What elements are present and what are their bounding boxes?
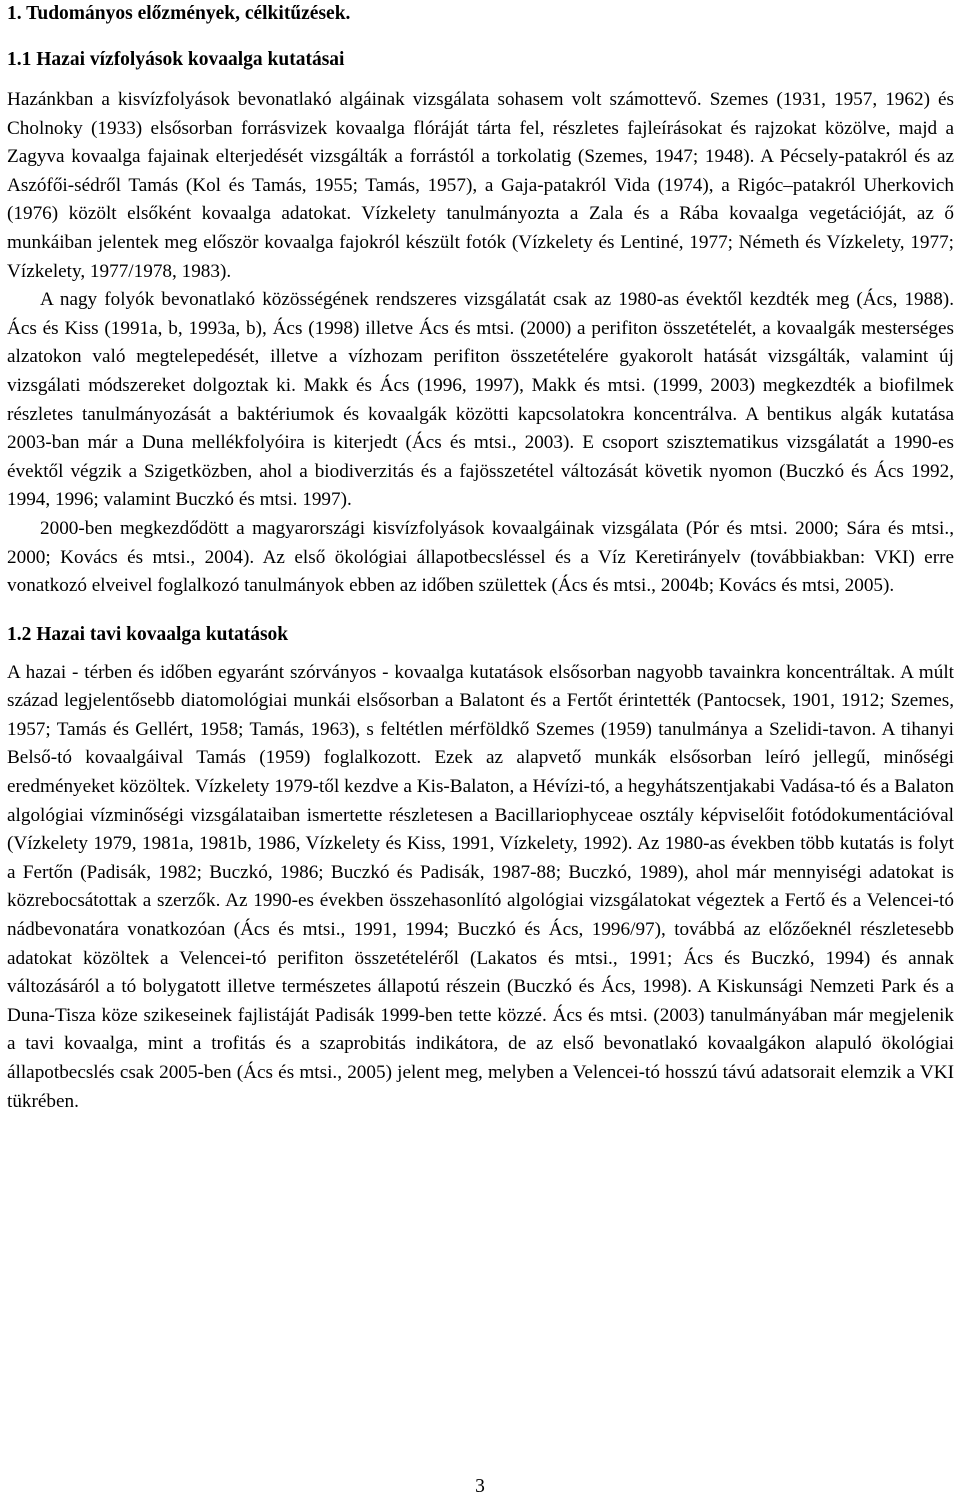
section-heading-1-1: 1.1 Hazai vízfolyások kovaalga kutatásai — [7, 49, 345, 70]
chapter-heading: 1. Tudományos előzmények, célkitűzések. — [7, 3, 351, 24]
paragraph-1-1-b: A nagy folyók bevonatlakó közösségének rendszeres vizsgálatát csak az 1980-as évektől kezdték meg (Ács, 1988). Ács és Kiss (1991a, b, 1993a, b), Ács (1998) illetve Ács és mtsi. (2000) a perifiton összetételét, a kovaalgák mesterséges alzatokon való megtelepedését, illetve a vízhozam perifiton összetételére gyakorolt hatását vizsgálták, valamint új vizsgálati módszereket dolgoztak ki. Makk és Ács (1996, 1997), Makk és mtsi. (1999, 2003) megkezdték a biofilmek részletes tanulmányozását a baktériumok és kovaalgák közötti kapcsolatokra koncentrálva. A bentikus algák kutatása 2003-ban már a Duna mellékfolyóira is kiterjedt (Ács és mtsi., 2003). E csoport szisztematikus vizsgálatát a 1990-es évektől végzik a Szigetközben, ahol a biodiverzitás és a fajösszetétel változását követik nyomon (Buczkó és Ács 1992, 1994, 1996; valamint Buczkó és mtsi. 1997). — [7, 289, 954, 511]
document-page — [7, 0, 954, 1116]
section-heading-1-2: 1.2 Hazai tavi kovaalga kutatások — [7, 623, 289, 645]
paragraph-1-1-a: Hazánkban a kisvízfolyások bevonatlakó algáinak vizsgálata sohasem volt számottevő. Szemes (1931, 1957, 1962) és Cholnoky (1933) elsősorban forrásvizek kovaalga flóráját tárta fel, részletes fajleírásokat és rajzokat közölve, majd a Zagyva kovaalga fajainak elterjedését vizsgálták a forrástól a torkolatig (Szemes, 1947; 1948). A Pécsely-patakról és az Aszófői-sédről Tamás (Kol és Tamás, 1955; Tamás, 1957), a Gaja-patakról Vida (1974), a Rigóc–patakról Uherkovich (1976) közölt elsőként kovaalga adatokat. Vízkelety tanulmányozta a Zala és a Rába kovaalga vegetációját, az ő munkáiban jelentek meg először kovaalga fajokról készült fotók (Vízkelety és Lentiné, 1977; Németh és Vízkelety, 1977; Vízkelety, 1977/1978, 1983). — [7, 89, 954, 282]
paragraph-1-2-a: A hazai - térben és időben egyaránt szórványos - kovaalga kutatások elsősorban nagyobb tavainkra koncentráltak. A múlt század legjelentősebb diatomológiai munkái elsősorban a Balatont és a Fertőt érintették (Pantocsek, 1901, 1912; Szemes, 1957; Tamás és Gellért, 1958; Tamás, 1963), s feltétlen mérföldkő Szemes (1959) tanulmánya a Szelidi-tavon. A tihanyi Belső-tó kovaalgáival Tamás (1959) foglalkozott. Ezek az alapvető munkák elsősorban leíró jellegű, minőségi eredményeket közöltek. Vízkelety 1979-től kezdve a Kis-Balaton, a Hévízi-tó, a hegyhátszentjakabi Vadása-tó és a Balaton algológiai vízminőségi vizsgálataiban ismertette részletesen a Bacillariophyceae osztály képviselőit fotódokumentációval (Vízkelety 1979, 1981a, 1981b, 1986, Vízkelety és Kiss, 1991, Vízkelety, 1992). Az 1980-as években több kutatás is folyt a Fertőn (Padisák, 1982; Buczkó, 1986; Buczkó és Padisák, 1987-88; Buczkó, 1989), ahol már mennyiségi adatokat is közrebocsátottak a szerzők. Az 1990-es években összehasonlító algológiai vizsgálatokat végeztek a Fertő és a Velencei-tó nádbevonatára vonatkozóan (Ács és mtsi., 1991, 1994; Buczkó és Ács, 1996/97), továbbá az előzőeknél részletesebb adatokat közöltek a Velencei-tó perifiton összetételéről (Lakatos és mtsi., 1991; Ács és Buczkó, 1994) és annak változásáról a tó bolygatott illetve természetes állapotú részein (Buczkó és Ács, 1998). A Kiskunsági Nemzeti Park és a Duna-Tisza köze szikeseinek fajlistáját Padisák 1999-ben tette közzé. Ács és mtsi. (2003) tanulmányában már megjelenik a tavi kovaalga, mint a trofitás és a szaprobitás indikátora, de az első bevonatlakó kovaalgákon alapuló ökológiai állapotbecslés csak 2005-ben (Ács és mtsi., 2005) jelent meg, melyben a Velencei-tó hosszú távú adatsorait elemzik a VKI tükrében. — [7, 661, 954, 1112]
paragraph-1-1-c: 2000-ben megkezdődött a magyarországi kisvízfolyások kovaalgáinak vizsgálata (Pór és mtsi. 2000; Sára és mtsi., 2000; Kovács és mtsi., 2004). Az első ökológiai állapotbecsléssel és a Víz Keretirányelv (továbbiakban: VKI) erre vonatkozó elveivel foglalkozó tanulmányok ebben az időben születtek (Ács és mtsi., 2004b; Kovács és mtsi, 2005). — [7, 517, 954, 597]
page-number: 3 — [475, 1476, 485, 1497]
